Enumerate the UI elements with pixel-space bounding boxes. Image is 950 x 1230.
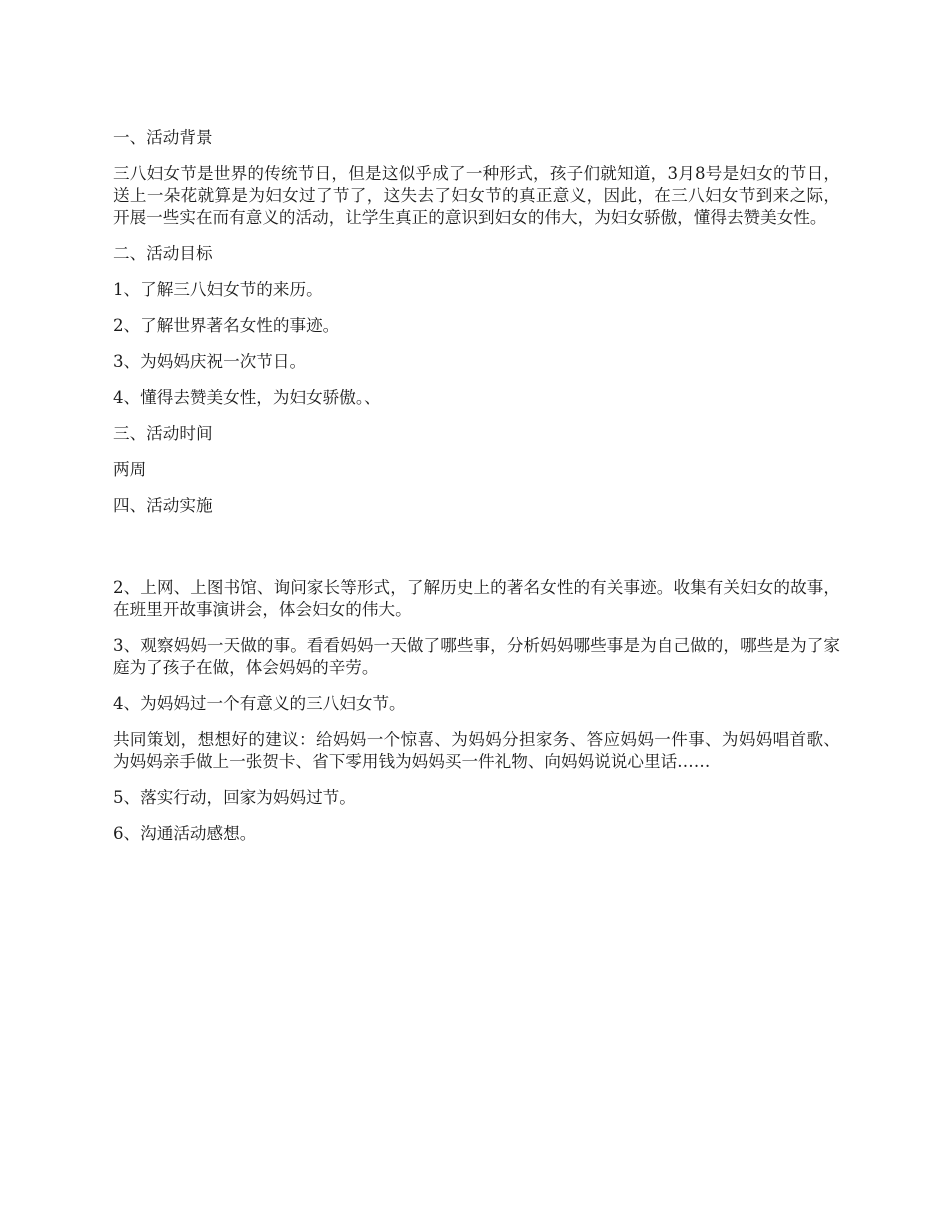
step-item-2: 2、上网、上图书馆、询问家长等形式，了解历史上的著名女性的有关事迹。收集有关妇女的故事，在班里开故事演讲会，体会妇女的伟大。 [113,578,840,619]
step-item-3: 3、观察妈妈一天做的事。看看妈妈一天做了哪些事，分析妈妈哪些事是为自己做的，哪些是为了家庭为了孩子在做，体会妈妈的辛劳。 [113,636,840,677]
paragraph-background: 三八妇女节是世界的传统节日，但是这似乎成了一种形式，孩子们就知道，3月8号是妇女的节日，送上一朵花就算是为妇女过了节了，这失去了妇女节的真正意义，因此，在三八妇女节到来之际，开展一些实在而有意义的活动，让学生真正的意识到妇女的伟大，为妇女骄傲，懂得去赞美女性。 [113,164,840,227]
goal-item-2: 2、了解世界著名女性的事迹。 [113,316,340,335]
heading-background: 一、活动背景 [113,128,213,147]
goal-item-3: 3、为妈妈庆祝一次节日。 [113,352,307,371]
heading-implementation: 四、活动实施 [113,496,213,515]
heading-goals: 二、活动目标 [113,244,213,263]
goal-item-1: 1、了解三八妇女节的来历。 [113,280,323,299]
document-page [113,127,840,859]
paragraph-suggestions: 共同策划，想想好的建议：给妈妈一个惊喜、为妈妈分担家务、答应妈妈一件事、为妈妈唱首歌、为妈妈亲手做上一张贺卡、省下零用钱为妈妈买一件礼物、向妈妈说说心里话…… [113,730,840,771]
step-item-6: 6、沟通活动感想。 [113,824,257,843]
step-item-4: 4、为妈妈过一个有意义的三八妇女节。 [113,694,406,713]
paragraph-time: 两周 [113,460,147,479]
heading-time: 三、活动时间 [113,424,213,443]
step-item-5: 5、落实行动，回家为妈妈过节。 [113,788,356,807]
blank-space [113,531,840,577]
goal-item-4: 4、懂得去赞美女性，为妇女骄傲。、 [113,388,381,407]
